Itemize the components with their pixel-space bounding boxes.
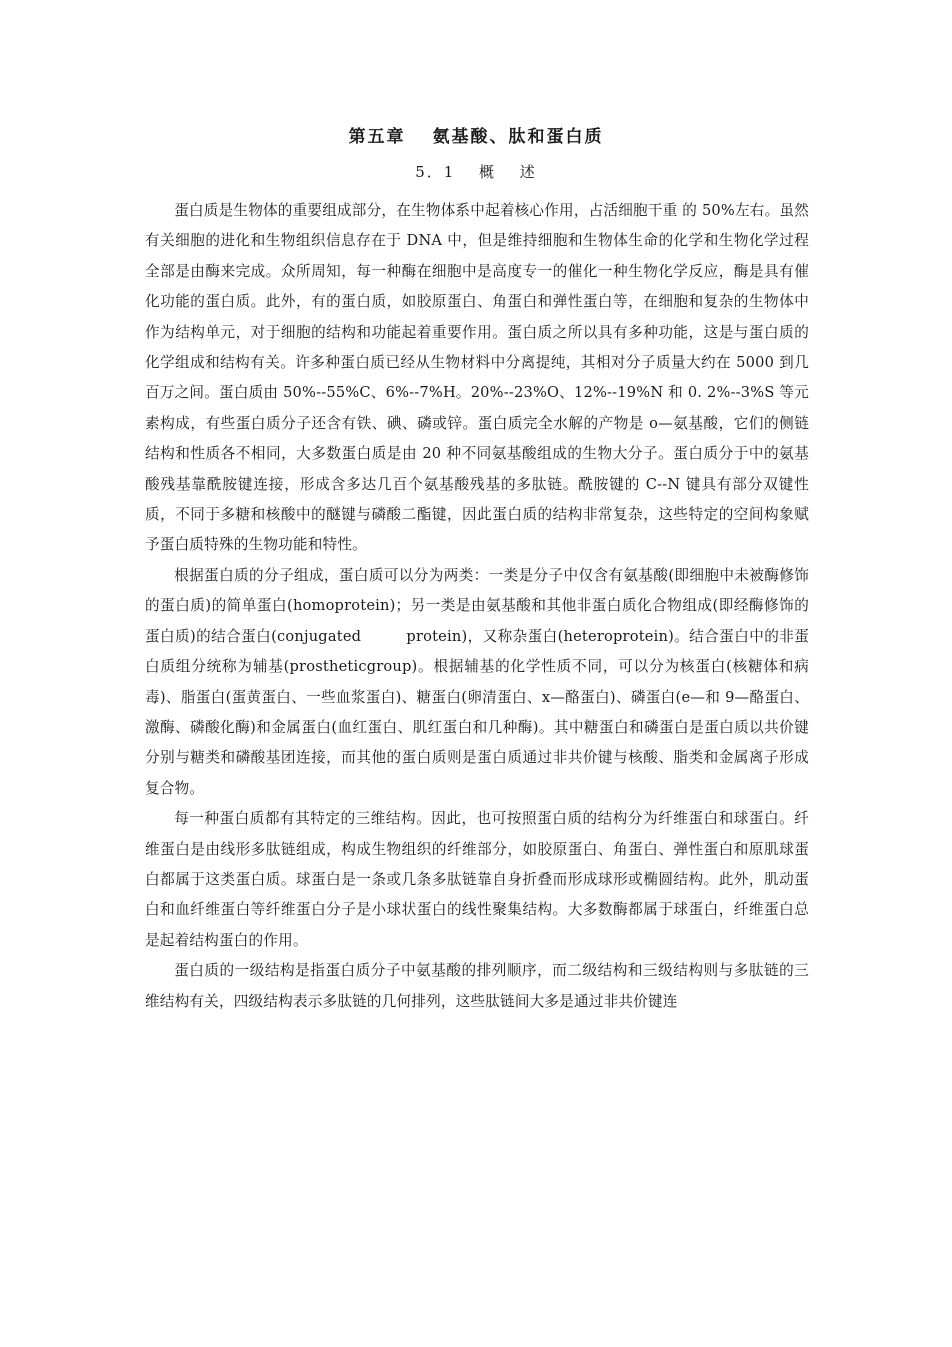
paragraph-structure-levels: 蛋白质的一级结构是指蛋白质分子中氨基酸的排列顺序，而二级结构和三级结构则与多肽链的三维结构有关，四级结构表示多肽链的几何排列，这些肽链间大多是通过非共价键连 [145, 962, 809, 1010]
paragraph-overview: 蛋白质是生物体的重要组成部分，在生物体系中起着核心作用，占活细胞干重 的 50%左右。虽然有关细胞的进化和生物组织信息存在于 DNA 中，但是维持细胞和生物体生命的化学和生物化学过程全部是由酶来完成。众所周知，每一种酶在细胞中是高度专一的催化一种生物化学反应，酶是具有催化功能的蛋白质。此外，有的蛋白质，如胶原蛋白、角蛋白和弹性蛋白等，在细胞和复杂的生物体中作为结构单元，对于细胞的结构和功能起着重要作用。蛋白质之所以具有多种功能，这是与蛋白质的化学组成和结构有关。许多种蛋白质已经从生物材料中分离提纯，其相对分子质量大约在 5000 到几百万之间。蛋白质由 50%--55%C、6%--7%H。20%--23%O、12%--19%N 和 0. 2%--3%S 等元素构成，有些蛋白质分子还含有铁、碘、磷或锌。蛋白质完全水解的产物是 o—氨基酸，它们的侧链结构和性质各不相同，大多数蛋白质是由 20 种不同氨基酸组成的生物大分子。蛋白质分于中的氨基酸残基靠酰胺键连接，形成含多达几百个氨基酸残基的多肽链。酰胺键的 C--N 键具有部分双键性质，不同于多糖和核酸中的醚键与磷酸二酯键，因此蛋白质的结构非常复杂，这些特定的空间构象赋予蛋白质特殊的生物功能和特性。 [145, 202, 809, 554]
chapter-title: 第五章 氨基酸、肽和蛋白质 [348, 127, 604, 147]
section-title: 5．1 概 述 [415, 163, 537, 181]
paragraph-classification-composition: 根据蛋白质的分子组成，蛋白质可以分为两类：一类是分子中仅含有氨基酸(即细胞中未被酶修饰的蛋白质)的简单蛋白(homoprotein)；另一类是由氨基酸和其他非蛋白质化合物组成(即经酶修饰的蛋白质)的结合蛋白(conjugated protein)，又称杂蛋白(heteroprotein)。结合蛋白中的非蛋白质组分统称为辅基(prostheticgroup)。根据辅基的化学性质不同，可以分为核蛋白(核糖体和病毒)、脂蛋白(蛋黄蛋白、一些血浆蛋白)、糖蛋白(卵清蛋白、x—酪蛋白)、磷蛋白(e—和 9—酪蛋白、激酶、磷酸化酶)和金属蛋白(血红蛋白、肌红蛋白和几种酶)。其中糖蛋白和磷蛋白是蛋白质以共价键分别与糖类和磷酸基团连接，而其他的蛋白质则是蛋白质通过非共价键与核酸、脂类和金属离子形成复合物。 [145, 566, 809, 797]
paragraph-classification-structure: 每一种蛋白质都有其特定的三维结构。因此，也可按照蛋白质的结构分为纤维蛋白和球蛋白。纤维蛋白是由线形多肽链组成，构成生物组织的纤维部分，如胶原蛋白、角蛋白、弹性蛋白和原肌球蛋白都属于这类蛋白质。球蛋白是一条或几条多肽链靠自身折叠而形成球形或椭圆结构。此外，肌动蛋白和血纤维蛋白等纤维蛋白分子是小球状蛋白的线性聚集结构。大多数酶都属于球蛋白，纤维蛋白总是起着结构蛋白的作用。 [145, 810, 809, 949]
body-text [145, 196, 809, 1017]
